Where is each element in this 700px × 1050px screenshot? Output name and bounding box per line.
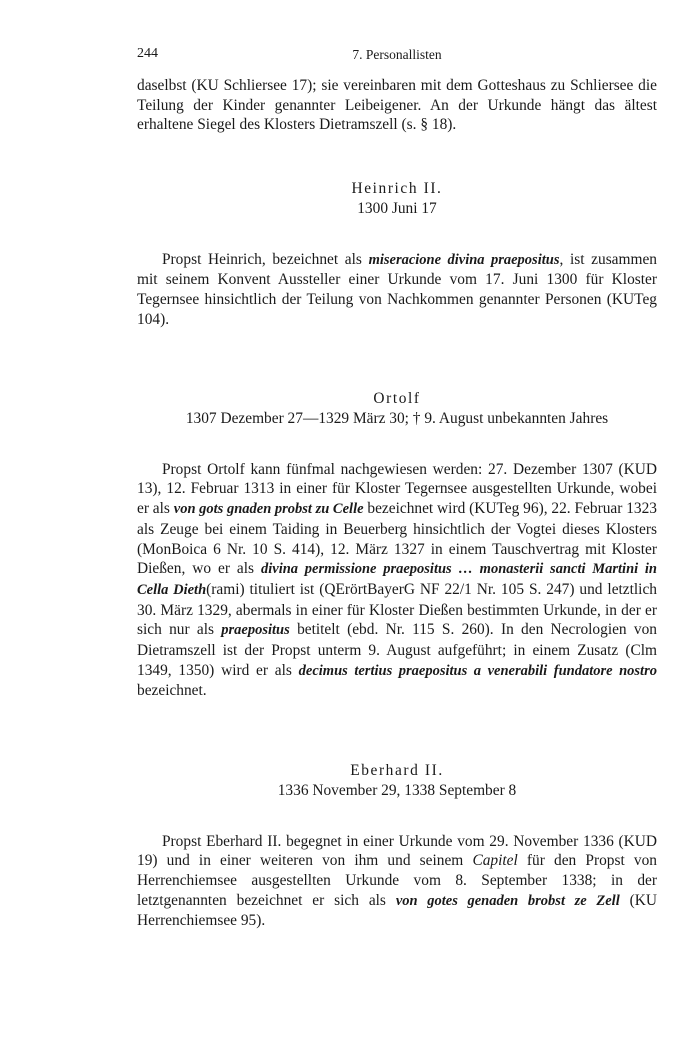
- entry-heading-ortolf: [137, 389, 657, 428]
- text-run: (rami) tituliert ist (QErörtBayerG NF 22/1 Nr. 105 S. 247) und letztlich 30. März 1329, abermals in einer für Kloster Dießen bestimmten Urkunde, in der er sich nur als: [137, 580, 657, 639]
- section-title: 7. Personallisten: [352, 47, 442, 62]
- text-run: für den Propst von Herrenchiemsee ausgestellten Urkunde vom 8. September 1338; in der letztgenannten bezeichnet er sich als: [137, 852, 657, 909]
- entry-heading-heinrich: [137, 179, 657, 218]
- entry-name: Eberhard II.: [350, 762, 444, 780]
- entry-dates: 1336 November 29, 1338 September 8: [277, 781, 517, 799]
- text-run: (KU Herrenchiemsee 95).: [137, 891, 657, 930]
- text-run: , ist zusammen mit seinem Konvent Aussteller einer Urkunde vom 17. Juni 1300 für Kloster Tegernsee hinsichtlich der Teilung von Nachkommen genannter Personen (KUTeg 104).: [137, 250, 657, 328]
- latin-quote: decimus tertius praepositus a venerabili fundatore nostro: [298, 662, 657, 679]
- italic-term: Capitel: [472, 852, 518, 870]
- page-number: 244: [137, 46, 158, 61]
- latin-quote: divina permissione praepositus … monasterii sancti Martini in Cella Dieth: [137, 561, 657, 598]
- entry-paragraph-ortolf: [137, 460, 657, 701]
- text-run: bezeichnet.: [137, 682, 207, 700]
- entry-dates: 1307 Dezember 27—1329 März 30; † 9. August unbekannten Jahres: [185, 410, 609, 428]
- document-page: [137, 46, 657, 931]
- latin-quote: von gots gnaden probst zu Celle: [173, 501, 364, 518]
- running-head: [137, 46, 657, 68]
- text-run: betitelt (ebd. Nr. 115 S. 260). In den Necrologien von Dietramszell ist der Propst unterm 9. August aufgeführt; in einem Zusatz (Clm 1349, 1350) wird er als: [137, 621, 658, 679]
- entry-paragraph-eberhard: [137, 832, 657, 932]
- entry-heading-eberhard: [137, 761, 657, 800]
- text-run: Propst Heinrich, bezeichnet als: [162, 250, 369, 268]
- latin-quote: von gotes genaden brobst ze Zell: [395, 892, 620, 909]
- latin-quote: miseracione divina praepositus: [368, 251, 560, 268]
- text-run: Propst Ortolf kann fünfmal nachgewiesen werden: 27. Dezember 1307 (KUD 13), 12. Februar 1313 in einer für Kloster Tegernsee ausgestellten Urkunde, wobei er als: [137, 460, 657, 518]
- text-run: Propst Eberhard II. begegnet in einer Urkunde vom 29. November 1336 (KUD 19) und in einer weiteren von ihm und seinem: [137, 832, 657, 870]
- entry-name: Ortolf: [373, 390, 421, 408]
- continuation-paragraph: daselbst (KU Schliersee 17); sie vereinbaren mit dem Gotteshaus zu Schliersee die Teilung der Kinder genannter Leibeigener. An der Urkunde hängt das ältest erhaltene Siegel des Klosters Dietramszell (s. § 18).: [137, 77, 657, 134]
- entry-paragraph-heinrich: [137, 250, 657, 330]
- entry-name: Heinrich II.: [351, 180, 443, 198]
- latin-quote: praepositus: [221, 622, 290, 639]
- entry-dates: 1300 Juni 17: [357, 199, 437, 217]
- text-run: bezeichnet wird (KUTeg 96), 22. Februar 1323 als Zeuge bei einem Taiding in Beuerberg hinsichtlich der Vogtei dieses Klosters (MonBoica 6 Nr. 10 S. 414), 12. März 1327 in einem Tauschvertrag mit Kloster Dießen, wo er als: [137, 500, 657, 578]
